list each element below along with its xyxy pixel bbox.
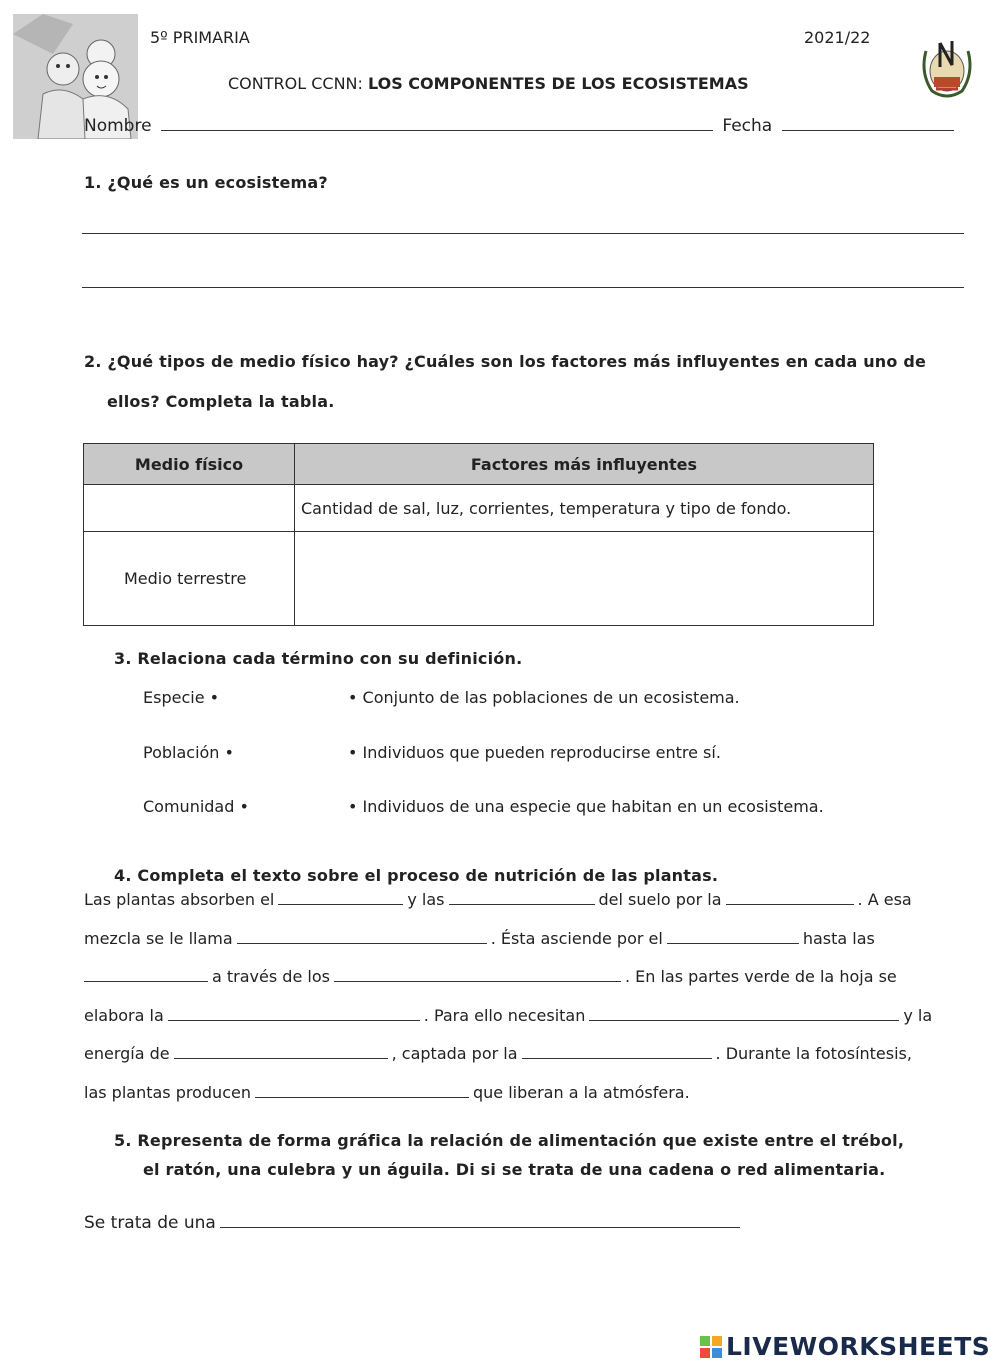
cloze-text: . Durante la fotosíntesis, xyxy=(715,1044,912,1063)
table-header-medio: Medio físico xyxy=(84,444,295,485)
match-definition[interactable]: • Individuos de una especie que habitan en un ecosistema. xyxy=(348,797,824,816)
question-5-line1: Representa de forma gráfica la relación de alimentación que existe entre el trébol, xyxy=(137,1131,905,1150)
cloze-text: las plantas producen xyxy=(84,1083,251,1102)
cloze-text: . En las partes verde de la hoja se xyxy=(624,967,897,986)
match-definition[interactable]: • Individuos que pueden reproducirse entre sí. xyxy=(348,743,721,762)
cloze-text: . A esa xyxy=(857,890,912,909)
cloze-text: del suelo por la xyxy=(598,890,722,909)
question-5-line2: el ratón, una culebra y un águila. Di si se trata de una cadena o red alimentaria. xyxy=(143,1160,886,1179)
name-row xyxy=(84,116,958,136)
cloze-text: que liberan a la atmósfera. xyxy=(472,1083,690,1102)
question-2-line2: ellos? Completa la tabla. xyxy=(107,392,335,411)
match-term[interactable]: Población • xyxy=(143,743,234,762)
question-2-number: 2. xyxy=(84,352,102,371)
liveworksheets-icon xyxy=(700,1335,722,1357)
question-1-number: 1. xyxy=(84,173,102,192)
school-year: 2021/22 xyxy=(804,28,871,47)
cloze-text: a través de los xyxy=(212,967,330,986)
question-4-text: Completa el texto sobre el proceso de nutrición de las plantas. xyxy=(137,866,719,885)
table-row xyxy=(84,532,874,626)
cloze-blank[interactable] xyxy=(237,929,487,944)
answer-field[interactable] xyxy=(220,1213,740,1228)
cloze-text: y la xyxy=(903,1006,933,1025)
cloze-blank[interactable] xyxy=(726,890,854,905)
cloze-blank[interactable] xyxy=(334,967,621,982)
name-label: Nombre xyxy=(84,116,152,136)
question-3 xyxy=(114,649,522,668)
question-3-number: 3. xyxy=(114,649,132,668)
date-label: Fecha xyxy=(722,116,773,136)
table-header-row xyxy=(84,444,874,485)
cloze-text: Las plantas absorben el xyxy=(84,890,275,909)
table-cell-medio-empty[interactable] xyxy=(84,485,295,532)
medio-fisico-table xyxy=(83,443,874,626)
liveworksheets-logo xyxy=(700,1332,990,1361)
cloze-line xyxy=(84,929,875,948)
cloze-line xyxy=(84,1006,932,1025)
question-4-number: 4. xyxy=(114,866,132,885)
question-2-line1: ¿Qué tipos de medio físico hay? ¿Cuáles son los factores más influyentes en cada uno de xyxy=(107,352,927,371)
question-1-text: ¿Qué es un ecosistema? xyxy=(107,173,328,192)
match-definition[interactable]: • Conjunto de las poblaciones de un ecosistema. xyxy=(348,688,740,707)
cloze-line xyxy=(84,1083,690,1102)
answer-label: Se trata de una xyxy=(84,1213,216,1233)
cloze-text: hasta las xyxy=(802,929,875,948)
question-2 xyxy=(84,352,926,371)
grade-label: 5º PRIMARIA xyxy=(150,28,250,47)
cloze-blank[interactable] xyxy=(449,890,595,905)
answer-line-2[interactable] xyxy=(82,287,964,288)
cloze-text: elabora la xyxy=(84,1006,164,1025)
question-5 xyxy=(114,1131,904,1150)
cloze-text: energía de xyxy=(84,1044,170,1063)
cloze-blank[interactable] xyxy=(174,1044,388,1059)
cloze-line xyxy=(84,1044,912,1063)
cloze-text: y las xyxy=(407,890,445,909)
cloze-blank[interactable] xyxy=(255,1083,469,1098)
title-prefix: CONTROL CCNN: xyxy=(228,74,368,93)
date-field[interactable] xyxy=(782,116,954,131)
cloze-line xyxy=(84,890,912,909)
table-header-factores: Factores más influyentes xyxy=(295,444,874,485)
table-row xyxy=(84,485,874,532)
cloze-text: , captada por la xyxy=(391,1044,518,1063)
question-1 xyxy=(84,173,328,192)
cloze-text: . Ésta asciende por el xyxy=(490,929,663,948)
cloze-text: mezcla se le llama xyxy=(84,929,233,948)
title-topic: LOS COMPONENTES DE LOS ECOSISTEMAS xyxy=(367,74,749,93)
school-crest-icon xyxy=(918,33,976,101)
cloze-blank[interactable] xyxy=(84,967,208,982)
table-cell-factores: Cantidad de sal, luz, corrientes, temperatura y tipo de fondo. xyxy=(295,485,874,532)
cloze-blank[interactable] xyxy=(168,1006,420,1021)
question-3-text: Relaciona cada término con su definición. xyxy=(137,649,523,668)
liveworksheets-brand: LIVEWORKSHEETS xyxy=(726,1332,991,1361)
cloze-blank[interactable] xyxy=(522,1044,712,1059)
page-title xyxy=(228,74,749,93)
name-field[interactable] xyxy=(161,116,713,131)
match-term[interactable]: Comunidad • xyxy=(143,797,249,816)
question-5-number: 5. xyxy=(114,1131,132,1150)
answer-row xyxy=(84,1213,744,1233)
cloze-line xyxy=(84,967,897,986)
question-4 xyxy=(114,866,718,885)
table-cell-factores-empty[interactable] xyxy=(295,532,874,626)
cloze-blank[interactable] xyxy=(278,890,403,905)
table-cell-medio: Medio terrestre xyxy=(84,532,295,626)
cloze-text: . Para ello necesitan xyxy=(423,1006,586,1025)
match-term[interactable]: Especie • xyxy=(143,688,220,707)
answer-line-1[interactable] xyxy=(82,233,964,234)
cloze-blank[interactable] xyxy=(667,929,799,944)
cloze-blank[interactable] xyxy=(589,1006,899,1021)
